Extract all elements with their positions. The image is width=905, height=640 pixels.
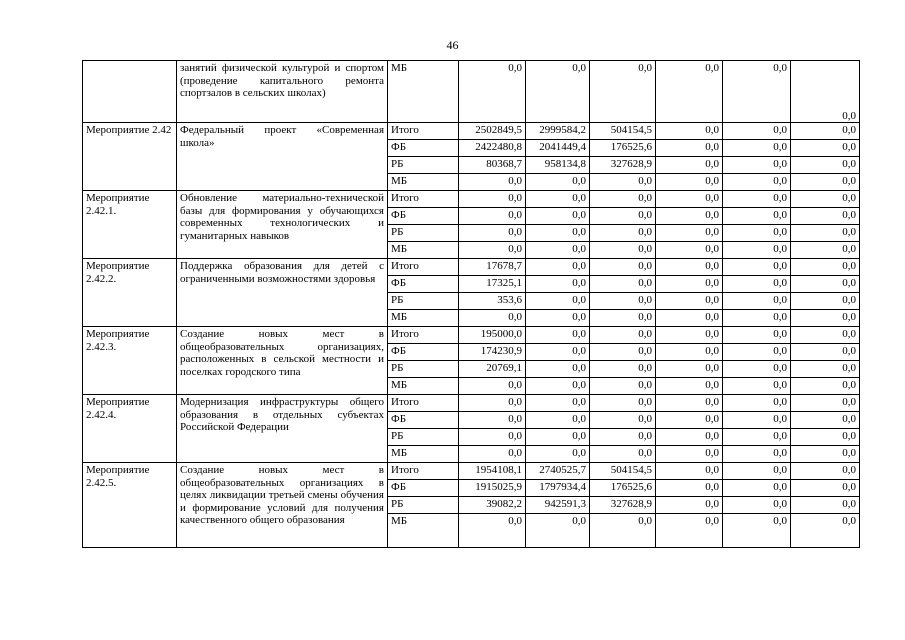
value-cell: 0,0 — [656, 480, 723, 497]
value-cell: 0,0 — [526, 378, 590, 395]
value-cell: 0,0 — [723, 140, 791, 157]
value-cell: 0,0 — [656, 514, 723, 548]
event-label-cell: Мероприятие 2.42.2. — [83, 259, 177, 327]
value-cell: 0,0 — [526, 446, 590, 463]
value-cell: 2740525,7 — [526, 463, 590, 480]
funding-source-cell: МБ — [388, 310, 459, 327]
value-cell: 0,0 — [656, 327, 723, 344]
value-cell: 0,0 — [791, 174, 860, 191]
value-cell: 0,0 — [656, 140, 723, 157]
value-cell: 0,0 — [526, 242, 590, 259]
funding-source-cell: Итого — [388, 395, 459, 412]
value-cell: 0,0 — [459, 514, 526, 548]
value-cell: 0,0 — [656, 412, 723, 429]
value-cell: 958134,8 — [526, 157, 590, 174]
value-cell: 0,0 — [656, 157, 723, 174]
value-cell: 0,0 — [656, 344, 723, 361]
value-cell: 0,0 — [526, 225, 590, 242]
event-description-cell: Создание новых мест в общеобразовательных организациях, расположенных в сельской местности и поселках городского типа — [177, 327, 388, 395]
funding-table — [82, 60, 860, 548]
funding-source-cell: ФБ — [388, 140, 459, 157]
value-cell: 0,0 — [723, 225, 791, 242]
value-cell: 1915025,9 — [459, 480, 526, 497]
value-cell: 0,0 — [791, 259, 860, 276]
value-cell: 942591,3 — [526, 497, 590, 514]
value-cell: 0,0 — [723, 123, 791, 140]
value-cell: 0,0 — [656, 429, 723, 446]
value-cell: 0,0 — [656, 191, 723, 208]
funding-source-cell: ФБ — [388, 412, 459, 429]
value-cell: 0,0 — [723, 242, 791, 259]
value-cell: 0,0 — [526, 61, 590, 123]
value-cell: 176525,6 — [590, 480, 656, 497]
value-cell: 0,0 — [590, 208, 656, 225]
value-cell: 0,0 — [656, 310, 723, 327]
funding-source-cell: РБ — [388, 497, 459, 514]
value-cell: 0,0 — [590, 276, 656, 293]
value-cell: 0,0 — [723, 480, 791, 497]
value-cell: 0,0 — [791, 446, 860, 463]
value-cell: 0,0 — [590, 310, 656, 327]
value-cell: 0,0 — [723, 276, 791, 293]
value-cell: 2999584,2 — [526, 123, 590, 140]
value-cell: 0,0 — [526, 344, 590, 361]
value-cell: 0,0 — [590, 395, 656, 412]
value-cell: 0,0 — [723, 446, 791, 463]
value-cell: 0,0 — [590, 293, 656, 310]
event-label-cell: Мероприятие 2.42.3. — [83, 327, 177, 395]
event-label-cell: Мероприятие 2.42 — [83, 123, 177, 191]
value-cell: 0,0 — [526, 412, 590, 429]
value-cell: 0,0 — [723, 61, 791, 123]
value-cell: 0,0 — [590, 259, 656, 276]
value-cell: 2041449,4 — [526, 140, 590, 157]
table-row — [83, 191, 860, 208]
value-cell: 20769,1 — [459, 361, 526, 378]
value-cell: 0,0 — [656, 225, 723, 242]
table-row — [83, 395, 860, 412]
value-cell: 39082,2 — [459, 497, 526, 514]
value-cell: 0,0 — [590, 429, 656, 446]
value-cell: 0,0 — [791, 123, 860, 140]
value-cell: 0,0 — [656, 361, 723, 378]
funding-source-cell: РБ — [388, 429, 459, 446]
value-cell: 0,0 — [723, 293, 791, 310]
value-cell: 0,0 — [723, 208, 791, 225]
funding-source-cell: РБ — [388, 225, 459, 242]
funding-source-cell: Итого — [388, 259, 459, 276]
table-row — [83, 259, 860, 276]
value-cell: 0,0 — [791, 157, 860, 174]
value-cell: 0,0 — [723, 327, 791, 344]
value-cell: 0,0 — [723, 463, 791, 480]
table-row — [83, 327, 860, 344]
value-cell: 0,0 — [590, 242, 656, 259]
value-cell: 0,0 — [791, 61, 860, 123]
value-cell: 0,0 — [590, 61, 656, 123]
value-cell: 0,0 — [526, 327, 590, 344]
value-cell: 0,0 — [590, 327, 656, 344]
event-description-cell: Обновление материально-технической базы для формирования у обучающихся современных технологических и гуманитарных навыков — [177, 191, 388, 259]
funding-source-cell: МБ — [388, 446, 459, 463]
funding-source-cell: Итого — [388, 327, 459, 344]
value-cell: 0,0 — [526, 276, 590, 293]
value-cell: 0,0 — [723, 378, 791, 395]
value-cell: 0,0 — [791, 395, 860, 412]
funding-source-cell: ФБ — [388, 344, 459, 361]
value-cell: 0,0 — [526, 514, 590, 548]
funding-source-cell: Итого — [388, 463, 459, 480]
value-cell: 0,0 — [723, 497, 791, 514]
table-body — [83, 61, 860, 548]
value-cell: 0,0 — [791, 480, 860, 497]
value-cell: 0,0 — [656, 463, 723, 480]
value-cell: 0,0 — [723, 344, 791, 361]
value-cell: 0,0 — [791, 327, 860, 344]
value-cell: 0,0 — [526, 174, 590, 191]
value-cell: 0,0 — [656, 242, 723, 259]
event-description-cell: Модернизация инфраструктуры общего образования в отдельных субъектах Российской Федерации — [177, 395, 388, 463]
value-cell: 0,0 — [656, 276, 723, 293]
funding-source-cell: Итого — [388, 191, 459, 208]
value-cell: 0,0 — [723, 174, 791, 191]
value-cell: 0,0 — [791, 514, 860, 548]
value-cell: 0,0 — [459, 429, 526, 446]
value-cell: 0,0 — [723, 191, 791, 208]
value-cell: 0,0 — [526, 208, 590, 225]
value-cell: 0,0 — [459, 310, 526, 327]
value-cell: 0,0 — [590, 514, 656, 548]
event-label-cell — [83, 61, 177, 123]
value-cell: 0,0 — [791, 344, 860, 361]
value-cell: 17678,7 — [459, 259, 526, 276]
event-label-cell: Мероприятие 2.42.5. — [83, 463, 177, 548]
value-cell: 0,0 — [656, 174, 723, 191]
table-row — [83, 463, 860, 480]
value-cell: 0,0 — [526, 259, 590, 276]
funding-source-cell: МБ — [388, 242, 459, 259]
table-row — [83, 123, 860, 140]
value-cell: 0,0 — [459, 208, 526, 225]
funding-source-cell: МБ — [388, 174, 459, 191]
page-number: 46 — [446, 38, 459, 52]
value-cell: 0,0 — [590, 378, 656, 395]
event-description-cell: Создание новых мест в общеобразовательных организациях в целях ликвидации третьей смены обучения и формирование условий для получения качественного общего образования — [177, 463, 388, 548]
value-cell: 0,0 — [526, 293, 590, 310]
value-cell: 0,0 — [791, 463, 860, 480]
event-description-cell: занятий физической культурой и спортом (проведение капитального ремонта спортзалов в сельских школах) — [177, 61, 388, 123]
value-cell: 0,0 — [723, 395, 791, 412]
value-cell: 0,0 — [791, 378, 860, 395]
value-cell: 0,0 — [656, 497, 723, 514]
value-cell: 0,0 — [656, 378, 723, 395]
value-cell: 0,0 — [791, 412, 860, 429]
value-cell: 327628,9 — [590, 497, 656, 514]
funding-source-cell: МБ — [388, 378, 459, 395]
value-cell: 17325,1 — [459, 276, 526, 293]
value-cell: 0,0 — [723, 259, 791, 276]
value-cell: 0,0 — [459, 412, 526, 429]
value-cell: 0,0 — [791, 242, 860, 259]
value-cell: 504154,5 — [590, 123, 656, 140]
value-cell: 1797934,4 — [526, 480, 590, 497]
value-cell: 327628,9 — [590, 157, 656, 174]
value-cell: 0,0 — [590, 191, 656, 208]
value-cell: 176525,6 — [590, 140, 656, 157]
event-description-cell: Федеральный проект «Современная школа» — [177, 123, 388, 191]
value-cell: 0,0 — [590, 446, 656, 463]
value-cell: 2502849,5 — [459, 123, 526, 140]
value-cell: 0,0 — [723, 361, 791, 378]
value-cell: 0,0 — [723, 157, 791, 174]
value-cell: 0,0 — [459, 395, 526, 412]
value-cell: 0,0 — [590, 344, 656, 361]
value-cell: 0,0 — [791, 191, 860, 208]
value-cell: 0,0 — [723, 310, 791, 327]
funding-source-cell: Итого — [388, 123, 459, 140]
value-cell: 0,0 — [723, 429, 791, 446]
value-cell: 0,0 — [656, 446, 723, 463]
value-cell: 174230,9 — [459, 344, 526, 361]
value-cell: 0,0 — [723, 412, 791, 429]
value-cell: 0,0 — [526, 395, 590, 412]
value-cell: 0,0 — [459, 191, 526, 208]
value-cell: 0,0 — [656, 259, 723, 276]
value-cell: 80368,7 — [459, 157, 526, 174]
value-cell: 0,0 — [791, 310, 860, 327]
value-cell: 0,0 — [526, 310, 590, 327]
value-cell: 504154,5 — [590, 463, 656, 480]
value-cell: 0,0 — [791, 293, 860, 310]
funding-source-cell: ФБ — [388, 208, 459, 225]
funding-source-cell: МБ — [388, 514, 459, 548]
value-cell: 0,0 — [459, 242, 526, 259]
value-cell: 0,0 — [791, 429, 860, 446]
value-cell: 0,0 — [590, 174, 656, 191]
value-cell: 0,0 — [590, 225, 656, 242]
funding-source-cell: ФБ — [388, 276, 459, 293]
value-cell: 0,0 — [791, 140, 860, 157]
value-cell: 0,0 — [723, 514, 791, 548]
value-cell: 0,0 — [526, 429, 590, 446]
value-cell: 0,0 — [791, 225, 860, 242]
value-cell: 195000,0 — [459, 327, 526, 344]
value-cell: 0,0 — [459, 378, 526, 395]
value-cell: 0,0 — [656, 208, 723, 225]
funding-source-cell: РБ — [388, 157, 459, 174]
value-cell: 0,0 — [590, 412, 656, 429]
value-cell: 0,0 — [459, 446, 526, 463]
funding-source-cell: РБ — [388, 361, 459, 378]
value-cell: 353,6 — [459, 293, 526, 310]
value-cell: 0,0 — [459, 61, 526, 123]
value-cell: 0,0 — [459, 225, 526, 242]
table-row — [83, 61, 860, 123]
funding-source-cell: РБ — [388, 293, 459, 310]
value-cell: 0,0 — [526, 191, 590, 208]
value-cell: 1954108,1 — [459, 463, 526, 480]
value-cell: 0,0 — [656, 61, 723, 123]
value-cell: 0,0 — [590, 361, 656, 378]
value-cell: 0,0 — [656, 123, 723, 140]
funding-source-cell: МБ — [388, 61, 459, 123]
event-label-cell: Мероприятие 2.42.4. — [83, 395, 177, 463]
event-description-cell: Поддержка образования для детей с ограниченными возможностями здоровья — [177, 259, 388, 327]
value-cell: 0,0 — [791, 361, 860, 378]
funding-source-cell: ФБ — [388, 480, 459, 497]
value-cell: 0,0 — [656, 293, 723, 310]
value-cell: 2422480,8 — [459, 140, 526, 157]
value-cell: 0,0 — [791, 276, 860, 293]
event-label-cell: Мероприятие 2.42.1. — [83, 191, 177, 259]
value-cell: 0,0 — [656, 395, 723, 412]
value-cell: 0,0 — [791, 208, 860, 225]
value-cell: 0,0 — [459, 174, 526, 191]
value-cell: 0,0 — [526, 361, 590, 378]
value-cell: 0,0 — [791, 497, 860, 514]
